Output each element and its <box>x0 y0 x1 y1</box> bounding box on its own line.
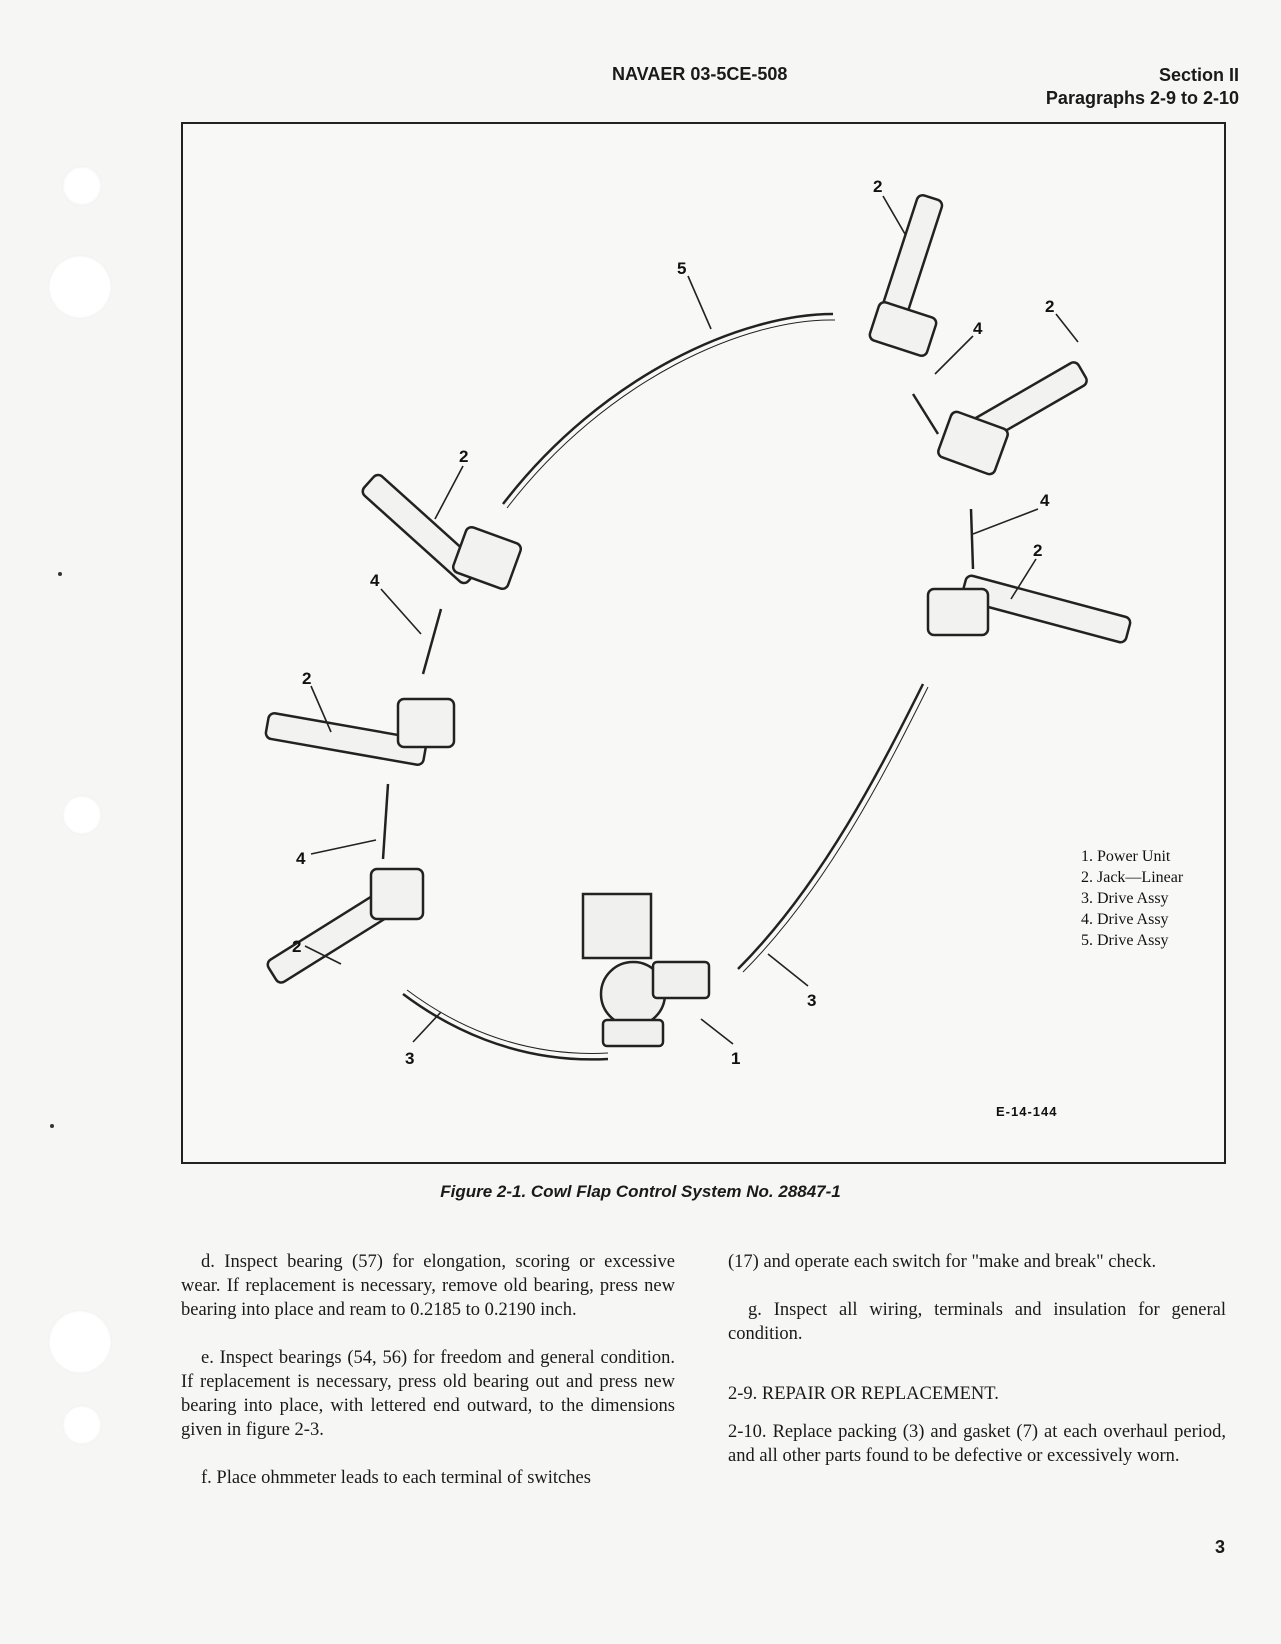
callout-2-left-top: 2 <box>459 447 469 466</box>
paragraph-g: g. Inspect all wiring, terminals and insulation for general condition. <box>728 1300 1226 1344</box>
leader-4-ll <box>311 840 376 854</box>
paragraph-f-end: (17) and operate each switch for "make and break" check. <box>728 1252 1157 1272</box>
section-label: Section II <box>1158 65 1239 85</box>
document-id: NAVAER 03-5CE-508 <box>612 64 788 84</box>
jack-linear-left-top <box>360 472 522 590</box>
binding-hole <box>62 1405 102 1445</box>
jack-linear-right-mid <box>928 574 1131 643</box>
art-code: E-14-144 <box>996 1104 1058 1119</box>
paragraph-e: e. Inspect bearings (54, 56) for freedom and general condition. If replacement is necessary, press old bearing out and press new bearing into place, with lettered end outward, to the dimensions given in figure 2-3. <box>181 1348 675 1440</box>
legend-item: 4. Drive Assy <box>1081 911 1169 928</box>
leader-2-lt <box>435 466 463 519</box>
paragraph-f-start: f. Place ohmmeter leads to each terminal of switches <box>201 1468 591 1488</box>
drive-cable-5 <box>503 314 833 504</box>
leader-4-rm <box>973 509 1038 534</box>
paragraph-d: d. Inspect bearing (57) for elongation, scoring or excessive wear. If replacement is necessary, remove old bearing, press new bearing into place and ream to 0.2185 to 0.2190 inch. <box>181 1252 675 1320</box>
callout-3-right: 3 <box>807 991 817 1010</box>
leader-3-right <box>768 954 808 986</box>
margin-dot <box>50 1124 54 1128</box>
leader-4-lm <box>381 589 421 634</box>
figure-caption: Figure 2-1. Cowl Flap Control System No. 28847-1 <box>440 1182 841 1201</box>
cowl-flap-illustration <box>183 124 1224 1162</box>
drive-link-4-ur <box>913 394 938 434</box>
leader-3-bottom <box>413 1012 441 1042</box>
drive-link-4-rm <box>971 509 973 569</box>
callout-2-right-mid: 2 <box>1033 541 1043 560</box>
callout-4-upper-right: 4 <box>973 319 983 338</box>
jack-linear-left-mid <box>265 699 454 766</box>
paragraph-range: Paragraphs 2-9 to 2-10 <box>1045 88 1239 108</box>
power-unit <box>583 894 709 1046</box>
callout-5: 5 <box>677 259 687 278</box>
page-number: 3 <box>1214 1537 1225 1557</box>
legend-item: 1. Power Unit <box>1081 848 1171 865</box>
parts-legend <box>1081 848 1184 949</box>
drive-cable-3-right <box>738 684 923 969</box>
callout-2-left-low: 2 <box>292 937 302 956</box>
callout-4-left-mid: 4 <box>370 571 380 590</box>
text-column-left <box>181 1250 675 1514</box>
drive-cable-3-bottom <box>403 994 608 1059</box>
margin-dot <box>58 572 62 576</box>
leader-4-ur <box>935 336 973 374</box>
section-header <box>1046 64 1239 110</box>
figure-frame <box>181 122 1226 1164</box>
drive-link-4-lm <box>423 609 441 674</box>
binding-hole <box>62 795 102 835</box>
drive-cable-3-bottom-inner <box>407 990 608 1053</box>
callout-4-right-mid: 4 <box>1040 491 1050 510</box>
binding-hole <box>48 1310 112 1374</box>
heading-2-9: 2-9. REPAIR OR REPLACEMENT. <box>728 1384 999 1404</box>
leader-2-top <box>883 196 905 234</box>
drive-cable-5-inner <box>507 320 835 508</box>
paragraph-2-10: 2-10. Replace packing (3) and gasket (7) at each overhaul period, and all other parts found to be defective or excessively worn. <box>728 1422 1226 1466</box>
callout-3-bottom: 3 <box>405 1049 415 1068</box>
jack-linear-top <box>868 194 943 358</box>
leader-1 <box>701 1019 733 1044</box>
binding-hole <box>62 166 102 206</box>
text-column-right <box>728 1250 1226 1492</box>
legend-item: 3. Drive Assy <box>1081 890 1169 907</box>
legend-item: 2. Jack—Linear <box>1081 869 1184 886</box>
drive-link-4-ll <box>383 784 388 859</box>
binding-hole <box>48 255 112 319</box>
jack-linear-left-low <box>266 869 423 985</box>
legend-item: 5. Drive Assy <box>1081 932 1169 949</box>
callout-2-left-mid: 2 <box>302 669 312 688</box>
jack-linear-upper-right <box>937 360 1089 476</box>
leader-2-ur <box>1056 314 1078 342</box>
callout-4-left-low: 4 <box>296 849 306 868</box>
callout-2-top: 2 <box>873 177 883 196</box>
callout-1: 1 <box>731 1049 741 1068</box>
callout-2-upper-right: 2 <box>1045 297 1055 316</box>
leader-5 <box>688 276 711 329</box>
